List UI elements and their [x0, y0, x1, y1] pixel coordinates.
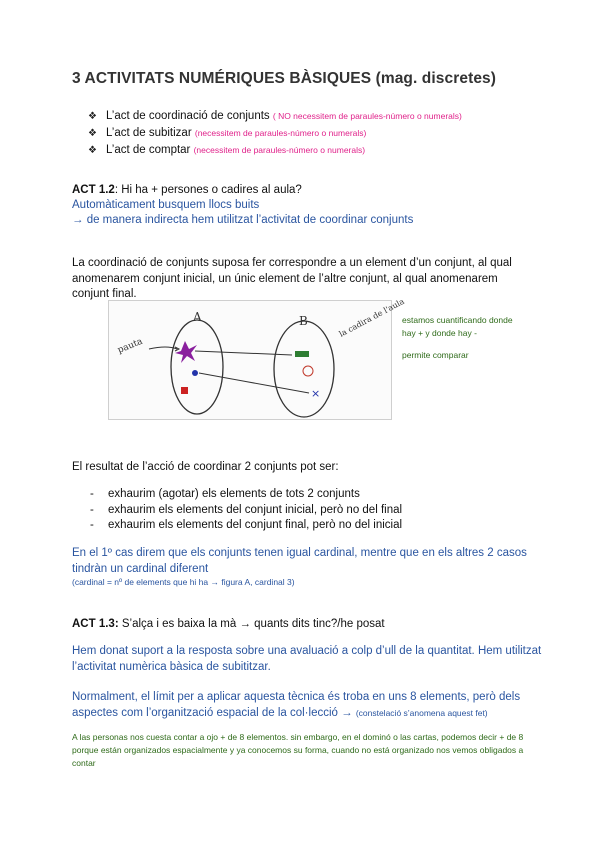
- sets-diagram: [109, 296, 406, 419]
- set-a-label: A: [193, 310, 202, 324]
- page-title: 3 ACTIVITATS NUMÉRIQUES BÀSIQUES (mag. discretes): [72, 70, 497, 87]
- blue-dot-element: [192, 370, 198, 376]
- green-element: [295, 351, 309, 357]
- bullet-list: [88, 108, 462, 159]
- act12-question-text: : Hi ha + persones o cadires al aula?: [114, 184, 302, 196]
- result-list: [90, 487, 402, 534]
- act13-label: ACT 1.3:: [72, 618, 119, 630]
- side-note-line: estamos cuantificando donde: [402, 315, 513, 325]
- diamond-bullet-icon: ❖: [88, 128, 97, 139]
- red-square-element: [181, 387, 188, 394]
- cardinal-note: (cardinal = nº de elements que hi ha → figura A, cardinal 3): [72, 577, 295, 587]
- act13-text: S’alça i es baixa la mà → quants dits tinc?/he posat: [118, 618, 385, 630]
- act12-label: ACT 1.2: [72, 184, 115, 196]
- cross-element: ×: [311, 387, 321, 400]
- spanish-note: A las personas nos cuesta contar a ojo + de 8 elementos. sin embargo, en el dominó o las cartas, podemos decir + de 8 porque están organizados espacialmente y ya conocemos su forma, cuando no está organizado nos vemos obligados a contar: [72, 732, 524, 768]
- star-element: [175, 341, 197, 363]
- list-item: - exhaurim els elements del conjunt inicial, però no del final: [90, 503, 403, 516]
- side-note: [402, 314, 513, 362]
- bullet-item: [88, 125, 462, 142]
- cardinal-paragraph: En el 1º cas direm que els conjunts tenen igual cardinal, mentre que en els altres 2 casos tindràn un cardinal diferent: [72, 547, 527, 575]
- swirl-element: [303, 366, 313, 376]
- subitize-paragraph: Hem donat suport a la resposta sobre una avaluació a colp d’ull de la quantitat. Hem utilitzat l’activitat numèrica bàsica de subititzar.: [72, 645, 542, 673]
- list-item: - exhaurim els elements del conjunt final, però no del inicial: [90, 519, 403, 531]
- bullet-note: (necessitem de paraules-número o numerals): [194, 128, 367, 138]
- bullet-item: [88, 142, 462, 159]
- act13: [72, 617, 385, 633]
- side-note-line: hay + y donde hay -: [402, 328, 477, 338]
- limit-note: (constelació s’anomena aquest fet): [355, 707, 488, 718]
- list-item: - exhaurim (agotar) els elements de tots 2 conjunts: [90, 488, 360, 500]
- cadira-label: la cadira de l'aula: [337, 296, 406, 339]
- limit-paragraph: [72, 690, 542, 721]
- bullet-item: [88, 108, 462, 125]
- bullet-note: (necessitem de paraules-número o numerals): [193, 145, 366, 155]
- bullet-text: L’act de subitizar: [106, 127, 195, 139]
- set-b-label: B: [299, 314, 308, 328]
- diamond-bullet-icon: ❖: [88, 111, 97, 122]
- pauta-label: pauta: [116, 336, 145, 356]
- list-item-text: exhaurim els elements del conjunt inicial, però no del final: [108, 503, 403, 516]
- list-item-text: exhaurim (agotar) els elements de tots 2 conjunts: [108, 488, 360, 500]
- result-intro: El resultat de l’acció de coordinar 2 conjunts pot ser:: [72, 461, 339, 473]
- sets-sketch: [108, 296, 406, 420]
- bullet-text: L’act de comptar: [106, 144, 194, 156]
- bullet-text: L’act de coordinació de conjunts: [106, 110, 273, 122]
- list-item-text: exhaurim els elements del conjunt final, però no del inicial: [108, 519, 403, 531]
- side-note-line: permite comparar: [402, 350, 469, 360]
- act12-line1: Automàticament busquem llocs buits: [72, 199, 260, 211]
- limit-text: Normalment, el límit per a aplicar aquesta tècnica és troba en uns 8 elements, però dels aspectes com l’organització espacial de la col·lecció →: [72, 691, 521, 719]
- diamond-bullet-icon: ❖: [88, 145, 97, 156]
- bullet-note: ( NO necessitem de paraules-número o numerals): [272, 111, 462, 121]
- coordination-paragraph: La coordinació de conjunts suposa fer correspondre a un element d’un conjunt, al qual anomenarem conjunt inicial, un únic element de l’altre conjunt, al qual anomenarem conjunt final.: [72, 257, 512, 300]
- act12-question: [72, 183, 302, 199]
- act12-line2: → de manera indirecta hem utilitzat l’activitat de coordinar conjunts: [72, 214, 414, 226]
